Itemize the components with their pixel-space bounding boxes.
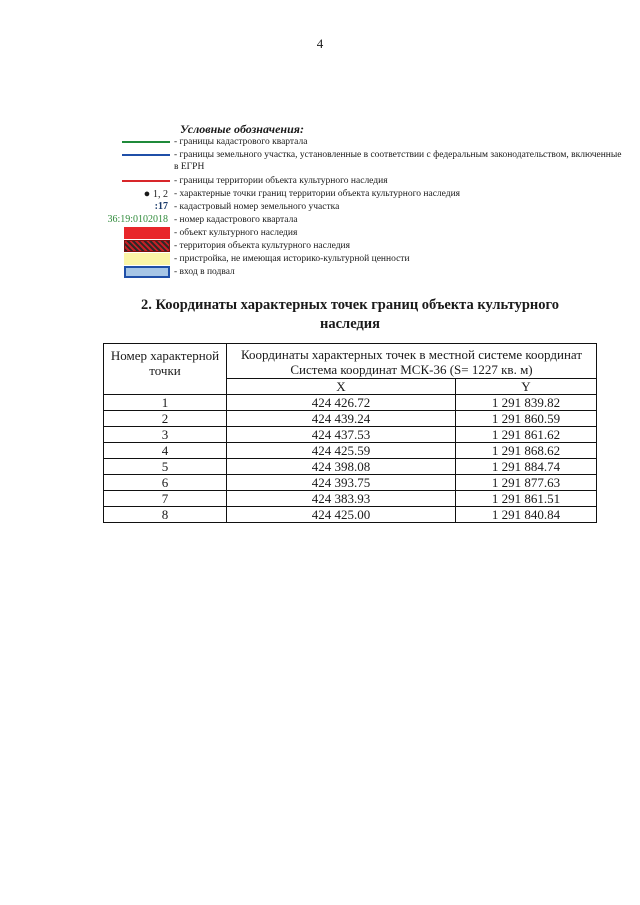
cell-x: 424 439.24 bbox=[227, 411, 456, 427]
legend-item-okn-object bbox=[104, 227, 624, 240]
cell-point-number: 7 bbox=[104, 491, 227, 507]
legend-item-kvartal-number bbox=[104, 214, 624, 227]
legend-item-okn-territory-boundary bbox=[104, 175, 624, 188]
legend-item-text: - кадастровый номер земельного участка bbox=[174, 202, 340, 212]
header-coordinates-line1: Координаты характерных точек в местной системе координат bbox=[240, 347, 583, 362]
point-symbol: ● 1, 2 bbox=[143, 188, 168, 200]
cell-x: 424 398.08 bbox=[227, 459, 456, 475]
page-number: 4 bbox=[316, 36, 324, 51]
blue-fill-swatch bbox=[124, 266, 170, 278]
parcel-number-symbol: :17 bbox=[154, 201, 168, 212]
cell-x: 424 383.93 bbox=[227, 491, 456, 507]
header-point-number: Номер характерной точки bbox=[104, 344, 227, 395]
yellow-fill-swatch bbox=[124, 253, 170, 265]
legend-item-parcel-number bbox=[104, 201, 624, 214]
table-row bbox=[104, 459, 597, 475]
legend-item-kvartal-boundary bbox=[104, 136, 624, 149]
legend bbox=[104, 136, 624, 279]
legend-item-annex bbox=[104, 253, 624, 266]
hatched-swatch bbox=[124, 240, 170, 252]
coordinates-table bbox=[103, 343, 597, 523]
legend-item-characteristic-points bbox=[104, 188, 624, 201]
legend-item-text: - характерные точки границ территории объекта культурного наследия bbox=[174, 189, 461, 199]
blue-line-symbol bbox=[122, 154, 170, 156]
cell-x: 424 393.75 bbox=[227, 475, 456, 491]
cell-point-number: 5 bbox=[104, 459, 227, 475]
legend-item-text: - объект культурного наследия bbox=[174, 228, 298, 238]
table-row bbox=[104, 443, 597, 459]
legend-item-text: - границы территории объекта культурного наследия bbox=[174, 176, 388, 186]
dot-icon: ● bbox=[143, 188, 153, 200]
legend-item-parcel-boundary bbox=[104, 149, 624, 175]
cell-x: 424 426.72 bbox=[227, 395, 456, 411]
legend-item-okn-territory bbox=[104, 240, 624, 253]
table-header-row bbox=[104, 344, 597, 379]
legend-item-text: - вход в подвал bbox=[174, 267, 235, 277]
legend-item-text: - номер кадастрового квартала bbox=[174, 215, 298, 225]
cell-x: 424 425.59 bbox=[227, 443, 456, 459]
header-y: Y bbox=[456, 379, 597, 395]
red-fill-swatch bbox=[124, 227, 170, 239]
header-x: X bbox=[227, 379, 456, 395]
legend-item-text: - границы кадастрового квартала bbox=[174, 137, 308, 147]
table-row bbox=[104, 395, 597, 411]
cell-y: 1 291 861.51 bbox=[456, 491, 597, 507]
legend-item-text: - пристройка, не имеющая историко-культурной ценности bbox=[174, 254, 410, 264]
cell-y: 1 291 840.84 bbox=[456, 507, 597, 523]
legend-item-text: - границы земельного участка, установленные в соответствии с федеральным законодательством, включенные в ЕГРН bbox=[174, 150, 622, 172]
table-row bbox=[104, 491, 597, 507]
cell-y: 1 291 861.62 bbox=[456, 427, 597, 443]
green-line-symbol bbox=[122, 141, 170, 143]
cell-point-number: 3 bbox=[104, 427, 227, 443]
legend-item-text: - территория объекта культурного наследия bbox=[174, 241, 350, 251]
cell-y: 1 291 860.59 bbox=[456, 411, 597, 427]
section-title: 2. Координаты характерных точек границ объекта культурного наследия bbox=[141, 297, 559, 332]
legend-title: Условные обозначения: bbox=[180, 122, 304, 136]
cell-point-number: 2 bbox=[104, 411, 227, 427]
cell-point-number: 4 bbox=[104, 443, 227, 459]
cell-y: 1 291 839.82 bbox=[456, 395, 597, 411]
table-row bbox=[104, 475, 597, 491]
table-row bbox=[104, 427, 597, 443]
cell-point-number: 6 bbox=[104, 475, 227, 491]
cell-y: 1 291 868.62 bbox=[456, 443, 597, 459]
red-line-symbol bbox=[122, 180, 170, 182]
cell-x: 424 437.53 bbox=[227, 427, 456, 443]
kvartal-number-symbol: 36:19:0102018 bbox=[107, 214, 168, 225]
table-row bbox=[104, 507, 597, 523]
legend-item-basement-entrance bbox=[104, 266, 624, 279]
cell-y: 1 291 877.63 bbox=[456, 475, 597, 491]
cell-x: 424 425.00 bbox=[227, 507, 456, 523]
table-row bbox=[104, 411, 597, 427]
cell-y: 1 291 884.74 bbox=[456, 459, 597, 475]
header-coordinates bbox=[227, 344, 597, 379]
cell-point-number: 8 bbox=[104, 507, 227, 523]
header-coordinates-line2: Система координат МСК-36 (S= 1227 кв. м) bbox=[290, 362, 533, 377]
cell-point-number: 1 bbox=[104, 395, 227, 411]
